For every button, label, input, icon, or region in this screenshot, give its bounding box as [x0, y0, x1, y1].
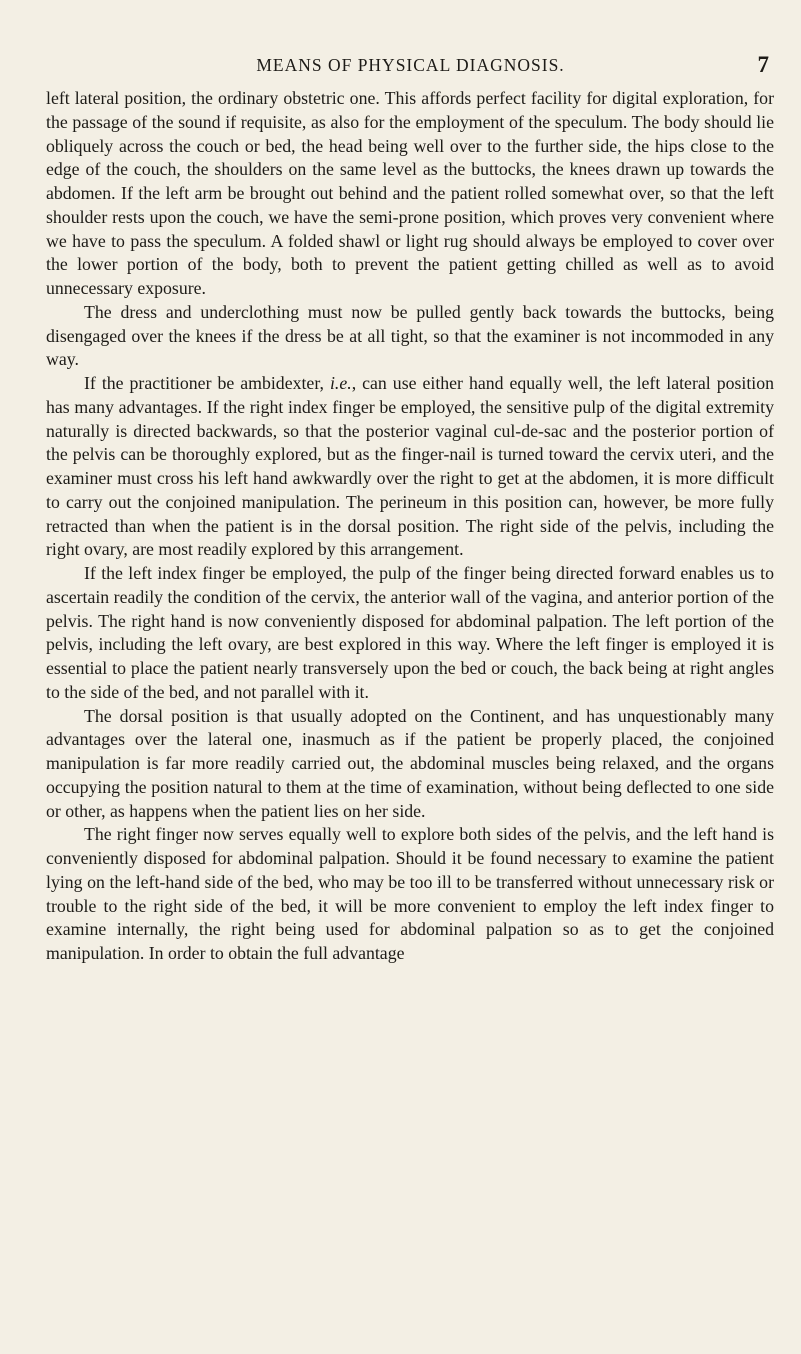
body-text — [46, 87, 774, 966]
paragraph: The right finger now serves equally well to explore both sides of the pelvis, and the left hand is conveniently disposed for abdominal palpation. Should it be found necessary to examine the patient lying on the left-hand side of the bed, who may be too ill to be transferred without unnecessary risk or trouble to the right side of the bed, it will be more convenient to employ the left index finger to examine internally, the right being used for abdominal palpation so as to get the conjoined manipulation. In order to obtain the full advantage — [46, 824, 774, 963]
paragraph-text: , can use either hand equally well, the left lateral position has many advantages. If the right index finger be employed, the sensitive pulp of the digital extremity naturally is directed backwards, so that the posterior vaginal cul-de-sac and the posterior portion of the pelvis can be thoroughly explored, but as the finger-nail is turned toward the cervix uteri, and the examiner must cross his left hand awkwardly over the right to get at the abdomen, it is more difficult to carry out the conjoined manipulation. The perineum in this position can, however, be more fully retracted than when the patient is in the dorsal position. The right side of the pelvis, including the right ovary, are most readily explored by this arrangement. — [46, 373, 774, 560]
italic-abbreviation: i.e. — [329, 373, 352, 393]
paragraph — [46, 372, 774, 562]
running-title: MEANS OF PHYSICAL DIAGNOSIS. — [256, 54, 565, 75]
paragraph-text: If the practitioner be ambidexter, — [84, 373, 330, 393]
running-head — [44, 52, 777, 78]
paragraph: The dorsal position is that usually adopted on the Continent, and has unquestionably many advantages over the lateral one, inasmuch as if the patient be properly placed, the conjoined manipulation is far more readily carried out, the abdominal muscles being relaxed, and the organs occupying the position natural to them at the time of examination, without being deflected to one side or other, as happens when the patient lies on her side. — [46, 705, 774, 821]
paragraph: If the left index finger be employed, the pulp of the finger being directed forward enables us to ascertain readily the condition of the cervix, the anterior wall of the vagina, and anterior portion of the pelvis. The right hand is now conveniently disposed for abdominal palpation. The left portion of the pelvis, including the left ovary, are best explored in this way. Where the left finger is employed it is essential to place the patient nearly transversely upon the bed or couch, the back being at right angles to the side of the bed, and not parallel with it. — [46, 563, 774, 702]
paragraph-continued: left lateral position, the ordinary obstetric one. This affords perfect facility for digital exploration, for the passage of the sound if requisite, as also for the employment of the speculum. The body should lie obliquely across the couch or bed, the head being well over to the further side, the hips close to the edge of the couch, the shoulders on the same level as the buttocks, the knees drawn up towards the abdomen. If the left arm be brought out behind and the patient rolled somewhat over, so that the left shoulder rests upon the couch, we have the semi-prone position, which proves very convenient where we have to pass the speculum. A folded shawl or light rug should always be employed to cover over the lower portion of the body, both to prevent the patient getting chilled as well as to avoid unnecessary exposure. — [46, 88, 774, 298]
paragraph: The dress and underclothing must now be pulled gently back towards the buttocks, being disengaged over the knees if the dress be at all tight, so that the examiner is not incommoded in any way. — [46, 301, 774, 370]
page-number: 7 — [757, 52, 769, 77]
